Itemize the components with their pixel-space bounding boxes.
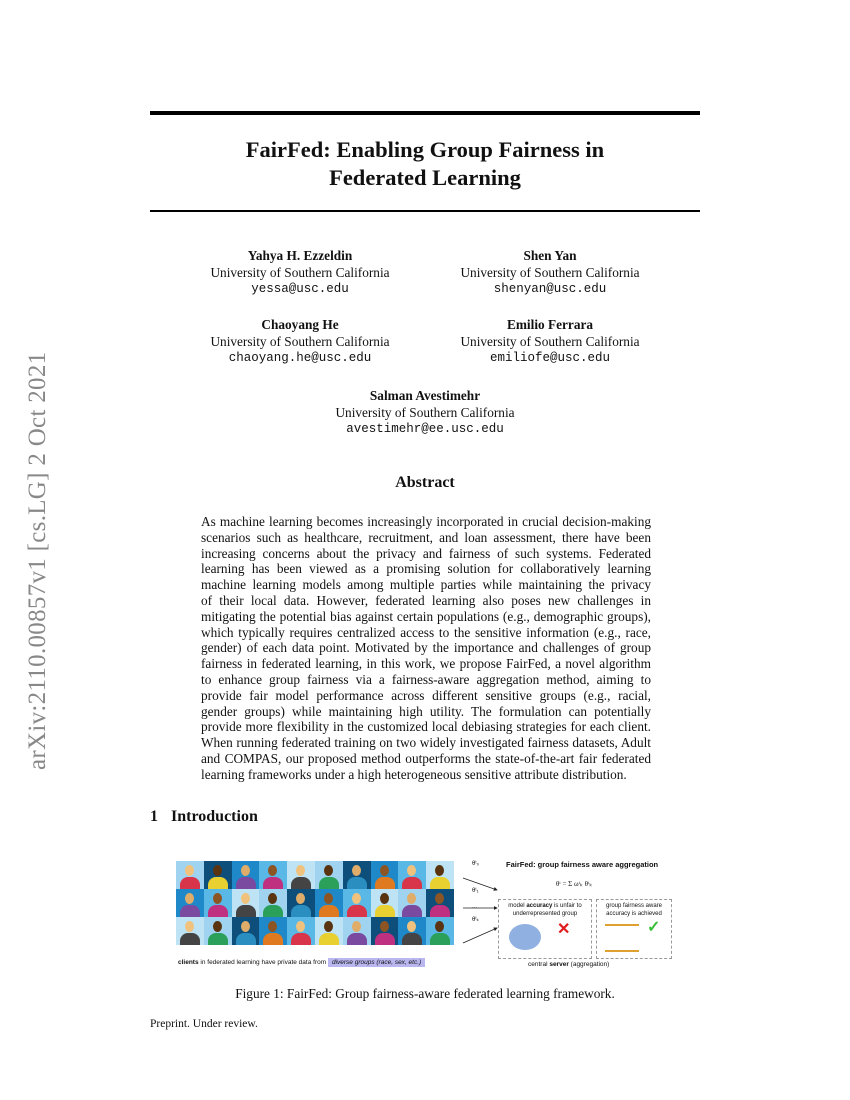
client-avatar: [426, 917, 454, 945]
client-avatar: [232, 917, 260, 945]
title-line: FairFed: Enabling Group Fairness in: [245, 137, 605, 162]
author-block: [420, 248, 680, 298]
author-email: emiliofe@usc.edu: [489, 351, 611, 365]
client-avatar: [315, 861, 343, 889]
client-avatar: [398, 889, 426, 917]
theta-1: θᵗ₁: [472, 888, 479, 894]
client-avatar: [371, 889, 399, 917]
abstract-line: fairness in federated learning, in this work, we propose FairFed, a novel algorithm: [201, 656, 651, 672]
client-avatar: [287, 917, 315, 945]
client-avatar: [176, 889, 204, 917]
abstract-heading: Abstract: [395, 474, 455, 491]
abstract-line: When running federated training on two widely investigated fairness datasets, Adult: [201, 735, 651, 751]
check-icon: ✓: [647, 919, 661, 936]
author-block: [170, 317, 430, 367]
abstract-line: mitigating the potential bias against certain populations (e.g., demographic groups),: [201, 608, 651, 624]
client-avatar: [259, 889, 287, 917]
author-affiliation: University of Southern California: [460, 264, 640, 280]
client-avatar: [315, 889, 343, 917]
author-name: Emilio Ferrara: [506, 317, 594, 332]
client-avatar: [398, 861, 426, 889]
diverse-groups-highlight: diverse groups (race, sex, etc.): [328, 958, 425, 967]
client-avatar: [398, 917, 426, 945]
figure-1: [176, 858, 676, 973]
client-avatar: [426, 861, 454, 889]
client-avatar: [232, 889, 260, 917]
author-email: shenyan@usc.edu: [493, 282, 607, 296]
abstract-line: machine learning models among multiple parties while maintaining the privacy: [201, 577, 651, 593]
abstract-line: As machine learning becomes increasingly incorporated in crucial decision-making: [201, 514, 651, 529]
author-affiliation: University of Southern California: [210, 264, 390, 280]
section-number: 1: [150, 808, 158, 825]
upload-arrows: [461, 858, 501, 958]
figure-caption: Figure 1: FairFed: Group fairness-aware federated learning framework.: [235, 986, 615, 1001]
balanced-scale-icon: [605, 924, 639, 952]
client-avatar: [343, 861, 371, 889]
client-avatar: [259, 917, 287, 945]
abstract-line: provide fair model performance across different sensitive groups (e.g., racial,: [201, 687, 651, 703]
section-title: Introduction: [171, 808, 258, 825]
arxiv-stamp: arXiv:2110.00857v1 [cs.LG] 2 Oct 2021: [24, 351, 51, 770]
client-avatar: [343, 917, 371, 945]
fair-box: group fairness aware accuracy is achieved ✓: [596, 899, 672, 959]
paper-title: [150, 136, 700, 192]
author-affiliation: University of Southern California: [460, 333, 640, 349]
author-name: Chaoyang He: [261, 317, 339, 332]
client-avatar: [371, 861, 399, 889]
author-name: Yahya H. Ezzeldin: [247, 248, 353, 263]
author-email: avestimehr@ee.usc.edu: [346, 422, 504, 436]
cross-icon: ✕: [557, 921, 571, 938]
title-line: Federated Learning: [329, 165, 521, 190]
client-avatar: [426, 889, 454, 917]
author-email: yessa@usc.edu: [251, 282, 349, 296]
abstract-line: learning has been viewed as a promising solution for collaboratively learning: [201, 561, 651, 577]
abstract-line: provide more flexibility in the customized local debiasing strategies for each client.: [201, 719, 651, 735]
client-avatars-grid: [176, 861, 454, 945]
author-name: Shen Yan: [523, 248, 577, 263]
theta-0: θᵗ₀: [472, 861, 480, 867]
aggregation-title: FairFed: group fairness aware aggregation: [506, 860, 659, 869]
theta-dots: ...: [472, 904, 478, 910]
section-heading: [150, 808, 258, 826]
client-avatar: [204, 917, 232, 945]
abstract-body: [201, 514, 651, 783]
client-avatar: [315, 917, 343, 945]
client-avatar: [259, 861, 287, 889]
client-avatar: [287, 889, 315, 917]
abstract-line: scenarios such as healthcare, recruitment, and loan assessment, there have been: [201, 529, 651, 545]
unfair-box: model accuracy is unfair to underrepresented group ✕: [498, 899, 592, 959]
author-block: [420, 317, 680, 367]
title-rule: [150, 210, 700, 212]
abstract-line: gender groups) while maintaining high utility. The formulation can potentially: [201, 703, 651, 719]
client-avatar: [176, 917, 204, 945]
client-avatar: [232, 861, 260, 889]
client-avatar: [204, 861, 232, 889]
author-name: Salman Avestimehr: [369, 388, 481, 403]
author-block: [295, 388, 555, 438]
server-caption: central server (aggregation): [528, 961, 610, 968]
abstract-line: and COMPAS, our proposed method outperforms the state-of-the-art fair federated: [201, 750, 651, 766]
author-affiliation: University of Southern California: [335, 404, 515, 420]
abstract-line: learning frameworks under a high heterogeneous sensitive attribute distribution.: [201, 766, 627, 782]
abstract-line: increasing concerns about the privacy and fairness of such systems. Federated: [201, 545, 651, 561]
abstract-line: which typically requires centralized access to the sensitive information (e.g., race,: [201, 624, 651, 640]
abstract-line: gender) of each data point. Motivated by the importance and challenges of group: [201, 640, 651, 656]
abstract-line: to enhance group fairness via a fairness-aware aggregation method, aiming to: [201, 671, 651, 687]
author-email: chaoyang.he@usc.edu: [228, 351, 372, 365]
client-avatar: [204, 889, 232, 917]
clients-caption: clients in federated learning have private data from diverse groups (race, sex, etc.): [178, 959, 425, 966]
footer-note: Preprint. Under review.: [150, 1018, 258, 1030]
author-block: [170, 248, 430, 298]
aggregation-formula: θᵗ = Σ ωᵗₖ θᵗₖ: [556, 880, 593, 888]
client-avatar: [343, 889, 371, 917]
abstract-line: of their local data. However, federated learning also poses new challenges in: [201, 592, 651, 608]
author-affiliation: University of Southern California: [210, 333, 390, 349]
client-avatar: [371, 917, 399, 945]
client-avatar: [287, 861, 315, 889]
client-avatar: [176, 861, 204, 889]
brain-scale-icon: [509, 924, 541, 950]
theta-k: θᵗₖ: [472, 917, 480, 923]
top-rule: [150, 111, 700, 115]
